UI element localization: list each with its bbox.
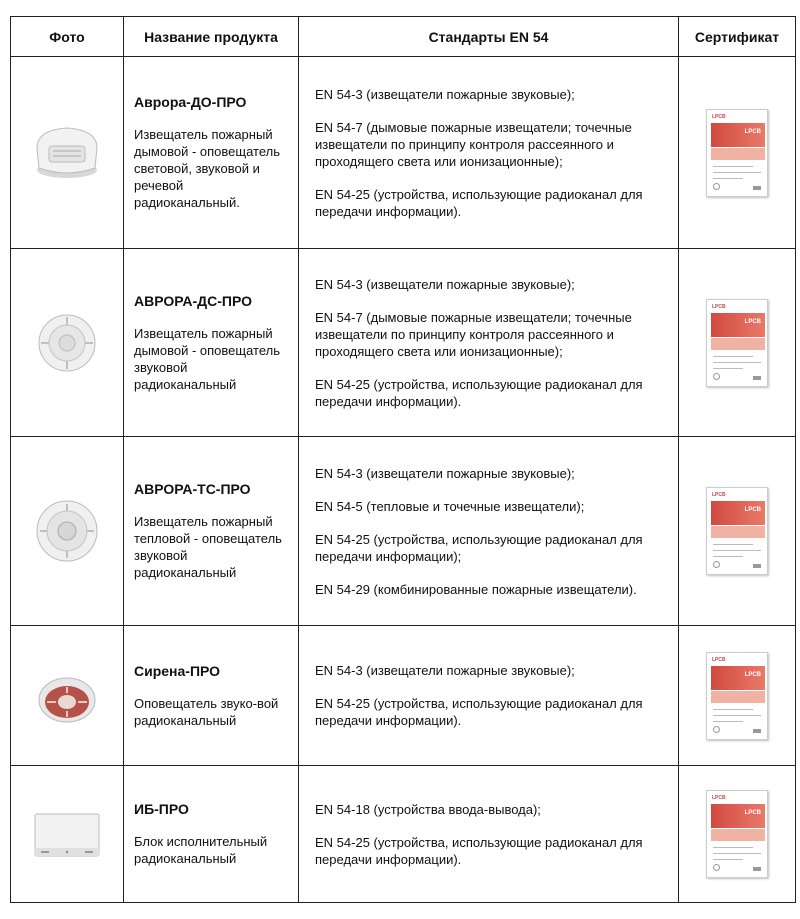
logo-icon — [753, 729, 761, 733]
certificate-brand-band: LPCB — [744, 128, 761, 135]
product-name-cell — [124, 57, 299, 249]
header-product-name: Название продукта — [124, 17, 299, 57]
certificate-brand-band: LPCB — [744, 810, 761, 816]
header-photo: Фото — [11, 17, 124, 57]
certificate-brand-band: LPCB — [744, 671, 761, 678]
certificate-thumbnail[interactable] — [706, 487, 768, 575]
standards-cell — [299, 437, 679, 626]
smoke-detector-sounder-photo — [27, 118, 107, 188]
product-name: Аврора-ДО-ПРО — [134, 94, 247, 110]
executive-unit-photo — [27, 808, 107, 860]
photo-cell — [11, 437, 124, 626]
certificate-cell — [679, 249, 796, 437]
certificate-cell — [679, 766, 796, 903]
table-row — [11, 766, 796, 903]
product-description: Извещатель пожарный дымовой - оповещатель звуковой радиоканальный — [134, 325, 280, 392]
standards-cell — [299, 766, 679, 903]
photo-cell — [11, 626, 124, 766]
photo-cell — [11, 766, 124, 903]
products-table — [10, 16, 796, 903]
standard-item: EN 54-25 (устройства, использующие радиоканал для передачи информации). — [315, 834, 643, 867]
logo-icon — [753, 376, 761, 380]
product-name: ИБ-ПРО — [134, 801, 189, 817]
standard-item: EN 54-25 (устройства, использующие радиоканал для передачи информации). — [315, 186, 643, 219]
certificate-thumbnail[interactable] — [706, 109, 768, 197]
standard-item: EN 54-25 (устройства, использующие радиоканал для передачи информации). — [315, 696, 643, 728]
standard-item: EN 54-3 (извещатели пожарные звуковые); — [315, 86, 575, 102]
photo-cell — [11, 57, 124, 249]
product-name: АВРОРА-ТС-ПРО — [134, 481, 251, 497]
table-row — [11, 249, 796, 437]
standard-item: EN 54-18 (устройства ввода-вывода); — [315, 801, 541, 817]
certificate-thumbnail[interactable] — [706, 299, 768, 387]
standard-item: EN 54-25 (устройства, использующие радиоканал для передачи информации). — [315, 376, 643, 409]
standard-item: EN 54-29 (комбинированные пожарные извещатели). — [315, 581, 637, 597]
heat-detector-photo — [32, 496, 102, 566]
standards-cell — [299, 626, 679, 766]
certificate-thumbnail[interactable] — [706, 790, 768, 878]
seal-icon — [713, 726, 720, 733]
standard-item: EN 54-5 (тепловые и точечные извещатели); — [315, 498, 585, 514]
certificate-brand-small: LPCB — [712, 492, 726, 498]
certificate-brand-band: LPCB — [744, 318, 761, 325]
product-name-cell — [124, 249, 299, 437]
standard-item: EN 54-3 (извещатели пожарные звуковые); — [315, 276, 575, 292]
certificate-brand-small: LPCB — [712, 795, 726, 801]
product-description: Блок исполнительный радиоканальный — [134, 834, 268, 866]
siren-photo — [32, 666, 102, 726]
standards-cell — [299, 249, 679, 437]
product-name-cell — [124, 626, 299, 766]
logo-icon — [753, 186, 761, 190]
seal-icon — [713, 183, 720, 190]
logo-icon — [753, 564, 761, 568]
product-description: Оповещатель звуко-вой радиоканальный — [134, 695, 279, 728]
table-row — [11, 57, 796, 249]
standard-item: EN 54-3 (извещатели пожарные звуковые); — [315, 465, 575, 481]
certificate-brand-small: LPCB — [712, 303, 726, 310]
standard-item: EN 54-7 (дымовые пожарные извещатели; точечные извещатели по принципу контроля рассеянного и проходящего света или ионизационные); — [315, 119, 632, 169]
standard-item: EN 54-25 (устройства, использующие радиоканал для передачи информации); — [315, 531, 643, 564]
product-name: Сирена-ПРО — [134, 662, 221, 679]
header-standards: Стандарты EN 54 — [299, 17, 679, 57]
certificate-cell — [679, 626, 796, 766]
certificate-brand-band: LPCB — [744, 507, 761, 513]
certificate-cell — [679, 437, 796, 626]
certificate-brand-small: LPCB — [712, 656, 726, 663]
seal-icon — [713, 864, 720, 871]
certificate-cell — [679, 57, 796, 249]
photo-cell — [11, 249, 124, 437]
seal-icon — [713, 373, 720, 380]
product-name-cell — [124, 437, 299, 626]
product-name-cell — [124, 766, 299, 903]
logo-icon — [753, 867, 761, 871]
certificate-thumbnail[interactable] — [706, 652, 768, 740]
product-name: АВРОРА-ДС-ПРО — [134, 292, 252, 309]
round-detector-photo — [32, 308, 102, 378]
table-row — [11, 626, 796, 766]
seal-icon — [713, 561, 720, 568]
table-row — [11, 437, 796, 626]
product-description: Извещатель пожарный тепловой - оповещатель звуковой радиоканальный — [134, 514, 282, 580]
table-header-row — [11, 17, 796, 57]
standards-cell — [299, 57, 679, 249]
standard-item: EN 54-7 (дымовые пожарные извещатели; точечные извещатели по принципу контроля рассеянного и проходящего света или ионизационные); — [315, 309, 632, 359]
standard-item: EN 54-3 (извещатели пожарные звуковые); — [315, 663, 575, 678]
certificate-brand-small: LPCB — [712, 113, 726, 120]
header-certificate: Сертификат — [679, 17, 796, 57]
product-description: Извещатель пожарный дымовой - оповещатель световой, звуковой и речевой радиоканальный. — [134, 127, 280, 210]
